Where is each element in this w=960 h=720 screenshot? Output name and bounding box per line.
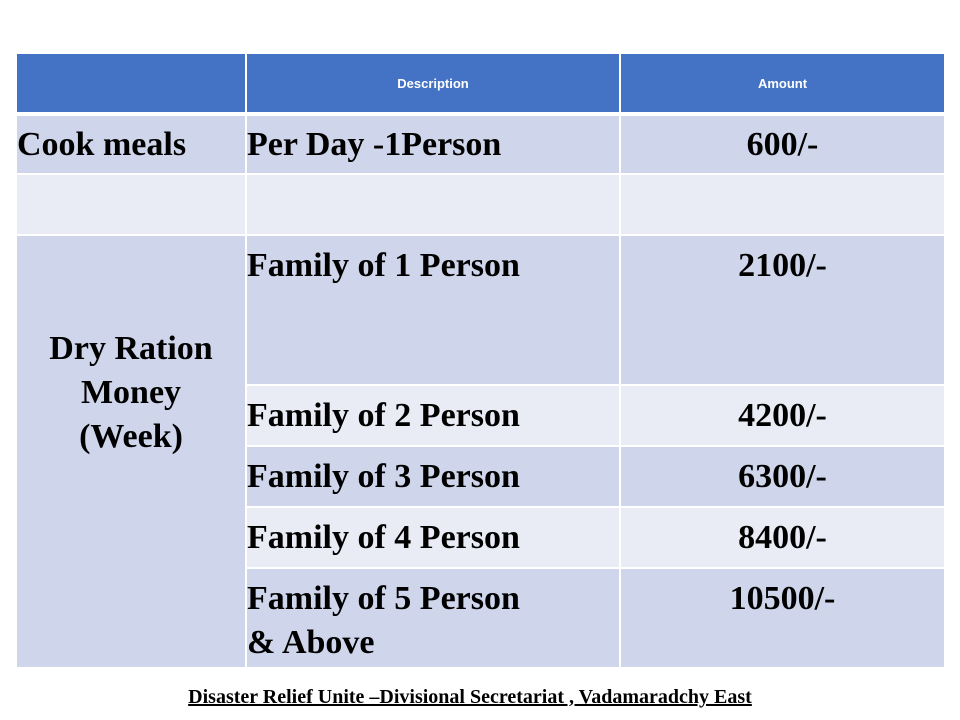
family-3-description: Family of 3 Person [246,446,620,507]
empty-cell [620,174,945,235]
table-row-family-1 [16,235,945,385]
header-cell-amount: Amount [620,53,945,114]
dry-ration-label-line: Money [80,373,182,411]
family-1-description: Family of 1 Person [246,235,620,385]
dry-ration-label-line: (Week) [79,417,183,455]
family-3-amount: 6300/- [620,446,945,507]
family-4-description: Family of 4 Person [246,507,620,568]
dry-ration-label-line: Dry Ration [49,329,213,367]
family-2-amount: 4200/- [620,385,945,446]
family-4-amount: 8400/- [620,507,945,568]
footer-caption: Disaster Relief Unite –Divisional Secretariat , Vadamaradchy East [188,686,752,708]
family-1-amount: 2100/- [620,235,945,385]
family-5-description-line: Family of 5 Person [247,580,520,617]
empty-cell [16,174,246,235]
table-row-empty [16,174,945,235]
cook-meals-amount: 600/- [620,114,945,174]
cook-meals-description: Per Day -1Person [246,114,620,174]
table-header-row [16,53,945,114]
header-cell-blank [16,53,246,114]
table-row-cook-meals [16,114,945,174]
family-5-description-line: & Above [247,624,375,661]
cook-meals-label: Cook meals [16,114,246,174]
family-5-description [246,568,620,668]
relief-amounts-table [15,52,946,669]
dry-ration-label [16,235,246,668]
family-5-amount: 10500/- [620,568,945,668]
empty-cell [246,174,620,235]
family-2-description: Family of 2 Person [246,385,620,446]
header-cell-description: Description [246,53,620,114]
